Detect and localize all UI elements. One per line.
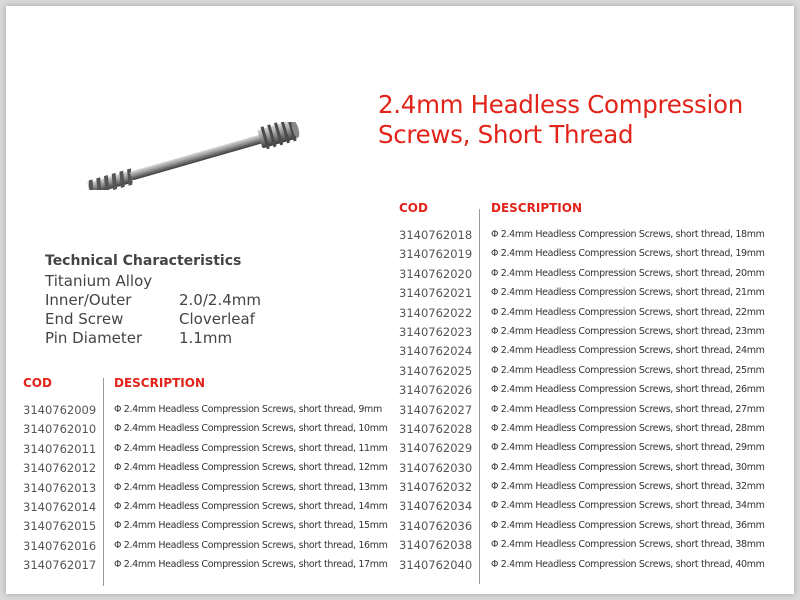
tech-value: Cloverleaf (179, 310, 255, 328)
product-code: 3140762018 (399, 228, 473, 242)
table-rows (399, 226, 787, 575)
tech-row-inner-outer (45, 291, 261, 310)
tech-row-pin-diameter (45, 329, 261, 348)
tech-value: 2.0/2.4mm (179, 291, 261, 309)
product-description: Φ 2.4mm Headless Compression Screws, short thread, 21mm (491, 287, 765, 299)
product-code: 3140762029 (399, 441, 473, 456)
product-code: 3140762013 (23, 480, 97, 495)
catalog-page (6, 6, 794, 594)
product-code: 3140762014 (23, 499, 97, 514)
column-header-cod: COD (23, 376, 52, 390)
page-title (378, 90, 798, 150)
table-row (399, 478, 787, 497)
table-rows (23, 401, 403, 576)
product-description: Φ 2.4mm Headless Compression Screws, short thread, 32mm (491, 481, 765, 493)
product-description: Φ 2.4mm Headless Compression Screws, short thread, 34mm (491, 500, 765, 512)
product-code: 3140762024 (399, 344, 473, 359)
product-description: Φ 2.4mm Headless Compression Screws, short thread, 38mm (491, 539, 765, 551)
product-code: 3140762015 (23, 519, 97, 534)
tech-material: Titanium Alloy (45, 272, 153, 290)
product-code: 3140762032 (399, 480, 473, 495)
product-code: 3140762010 (23, 422, 97, 437)
product-description: Φ 2.4mm Headless Compression Screws, short thread, 14mm (114, 500, 388, 512)
product-code: 3140762012 (23, 461, 97, 476)
product-description: Φ 2.4mm Headless Compression Screws, short thread, 10mm (114, 423, 388, 435)
table-row (399, 536, 787, 555)
technical-characteristics (45, 252, 261, 348)
product-code: 3140762028 (399, 421, 473, 436)
table-row (399, 362, 787, 381)
table-row (399, 459, 787, 478)
product-code: 3140762022 (399, 305, 473, 320)
product-description: Φ 2.4mm Headless Compression Screws, short thread, 25mm (491, 364, 765, 376)
tech-row-end-screw (45, 310, 261, 329)
product-description: Φ 2.4mm Headless Compression Screws, short thread, 18mm (491, 229, 765, 240)
product-description: Φ 2.4mm Headless Compression Screws, short thread, 40mm (491, 558, 765, 570)
table-row (23, 440, 403, 459)
table-row (399, 556, 787, 575)
table-row (23, 537, 403, 556)
tech-label: End Screw (45, 310, 124, 328)
table-row (23, 401, 403, 420)
column-header-description: DESCRIPTION (114, 376, 206, 390)
product-description: Φ 2.4mm Headless Compression Screws, short thread, 19mm (491, 248, 765, 260)
product-description: Φ 2.4mm Headless Compression Screws, short thread, 12mm (114, 462, 388, 474)
product-code: 3140762025 (399, 363, 473, 378)
tech-value: 1.1mm (179, 329, 233, 347)
table-row (399, 323, 787, 342)
title-line-2: Screws, Short Thread (378, 120, 634, 149)
product-code: 3140762023 (399, 324, 473, 339)
product-description: Φ 2.4mm Headless Compression Screws, short thread, 23mm (491, 325, 765, 337)
table-row (399, 342, 787, 361)
product-code: 3140762036 (399, 518, 473, 533)
table-row (399, 381, 787, 400)
product-code: 3140762038 (399, 538, 473, 553)
product-description: Φ 2.4mm Headless Compression Screws, short thread, 27mm (491, 403, 765, 415)
product-code: 3140762017 (23, 558, 97, 573)
table-row (399, 401, 787, 420)
tech-heading: Technical Characteristics (45, 253, 242, 269)
table-row (399, 420, 787, 439)
table-row (399, 245, 787, 264)
product-description: Φ 2.4mm Headless Compression Screws, short thread, 28mm (491, 422, 765, 434)
table-row (23, 479, 403, 498)
table-row (23, 498, 403, 517)
tech-label: Inner/Outer (45, 291, 132, 309)
product-description: Φ 2.4mm Headless Compression Screws, short thread, 29mm (491, 442, 765, 454)
product-description: Φ 2.4mm Headless Compression Screws, short thread, 13mm (114, 481, 388, 493)
product-description: Φ 2.4mm Headless Compression Screws, short thread, 17mm (114, 559, 388, 571)
product-description: Φ 2.4mm Headless Compression Screws, short thread, 11mm (114, 442, 388, 454)
column-header-cod: COD (399, 201, 428, 215)
product-description: Φ 2.4mm Headless Compression Screws, short thread, 22mm (491, 306, 765, 318)
table-row (399, 284, 787, 303)
table-row (399, 439, 787, 458)
product-description: Φ 2.4mm Headless Compression Screws, short thread, 9mm (114, 404, 382, 415)
product-code: 3140762021 (399, 286, 473, 301)
title-line-1: 2.4mm Headless Compression (378, 90, 743, 119)
table-row (23, 459, 403, 478)
column-header-description: DESCRIPTION (491, 201, 583, 215)
tech-label: Pin Diameter (45, 329, 143, 347)
product-code: 3140762026 (399, 383, 473, 398)
table-row (23, 420, 403, 439)
table-row (399, 265, 787, 284)
product-code: 3140762040 (399, 557, 473, 572)
table-row (399, 226, 787, 245)
screw-image (76, 122, 316, 194)
table-row (23, 517, 403, 536)
product-code: 3140762034 (399, 499, 473, 514)
product-description: Φ 2.4mm Headless Compression Screws, short thread, 36mm (491, 519, 765, 531)
product-description: Φ 2.4mm Headless Compression Screws, short thread, 16mm (114, 539, 388, 551)
product-description: Φ 2.4mm Headless Compression Screws, short thread, 20mm (491, 267, 765, 279)
table-row (399, 304, 787, 323)
product-code: 3140762011 (23, 441, 97, 456)
product-description: Φ 2.4mm Headless Compression Screws, short thread, 30mm (491, 461, 765, 473)
table-row (399, 517, 787, 536)
table-row (399, 497, 787, 516)
product-description: Φ 2.4mm Headless Compression Screws, short thread, 24mm (491, 345, 765, 357)
product-code: 3140762016 (23, 538, 97, 553)
product-code: 3140762030 (399, 460, 473, 475)
product-description: Φ 2.4mm Headless Compression Screws, short thread, 15mm (114, 520, 388, 532)
product-description: Φ 2.4mm Headless Compression Screws, short thread, 26mm (491, 384, 765, 396)
product-code: 3140762020 (399, 266, 473, 281)
product-code: 3140762019 (399, 247, 473, 262)
table-row (23, 556, 403, 575)
product-code: 3140762009 (23, 403, 97, 417)
product-code: 3140762027 (399, 402, 473, 417)
